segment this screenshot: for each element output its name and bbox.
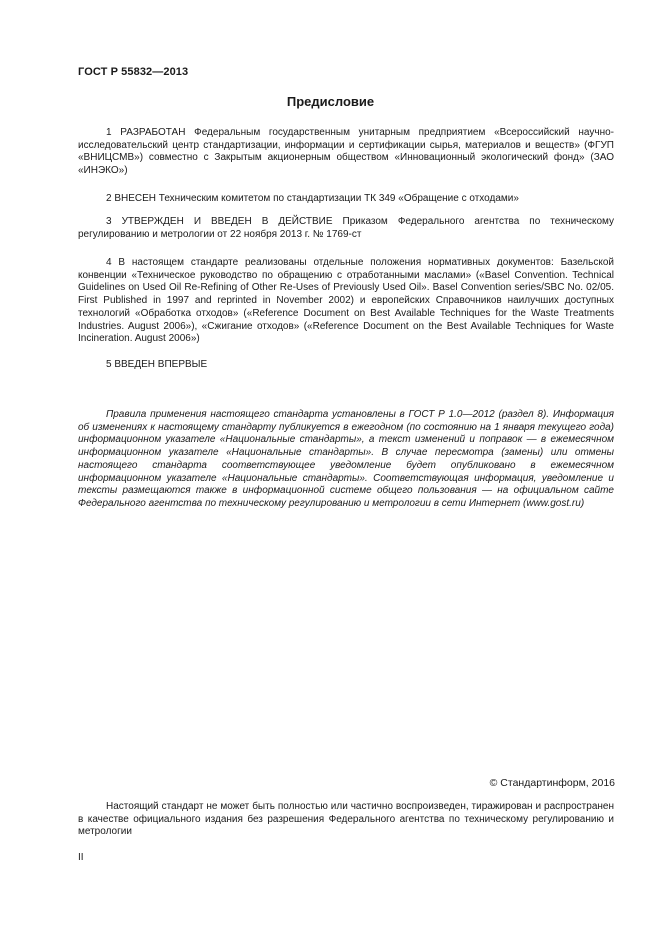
foreword-item-4: 4 В настоящем стандарте реализованы отдельные положения нормативных документов: Базельской конвенции «Техническое руководство по обращению с отработанными маслами» («Basel Convention. Technical Guidelines on Used Oil Re-Refining of Other Re-Uses of Previously Used Oil». Basel Convention series/SBC No. 02/05. First Published in 1997 and reprinted in November 2002) и европейских Справочников наилучших доступных технологий «Обработка отходов» («Reference Document on Best Available Techniques for the Waste Treatments Industries. August 2006»), «Сжигание отходов» («Reference Document on the Best Available Techniques for Waste Incineration. August 2006») — [78, 257, 614, 345]
standard-id-header: ГОСТ Р 55832—2013 — [78, 66, 189, 78]
copyright-line: © Стандартинформ, 2016 — [489, 777, 615, 789]
page-number: II — [78, 852, 84, 863]
reproduction-notice: Настоящий стандарт не может быть полностью или частично воспроизведен, тиражирован и распространен в качестве официального издания без разрешения Федерального агентства по техническому регулированию и метрологии — [78, 801, 614, 838]
application-rules-note: Правила применения настоящего стандарта установлены в ГОСТ Р 1.0—2012 (раздел 8). Информация об изменениях к настоящему стандарту публикуется в ежегодном (по состоянию на 1 января текущего года) информационном указателе «Национальные стандарты», а текст изменений и поправок — в ежемесячном информационном указателе «Национальные стандарты». В случае пересмотра (замены) или отмены настоящего стандарта соответствующее уведомление будет опубликовано в ежемесячном информационном указателе «Национальные стандарты». Соответствующая информация, уведомление и тексты размещаются также в информационной системе общего пользования — на официальном сайте Федерального агентства по техническому регулированию и метрологии в сети Интернет (www.gost.ru) — [78, 409, 614, 509]
foreword-item-5: 5 ВВЕДЕН ВПЕРВЫЕ — [106, 359, 208, 370]
foreword-item-3: 3 УТВЕРЖДЕН И ВВЕДЕН В ДЕЙСТВИЕ Приказом Федерального агентства по техническому регулированию и метрологии от 22 ноября 2013 г. № 1769-ст — [78, 216, 614, 240]
page-title: Предисловие — [286, 94, 375, 109]
foreword-item-2: 2 ВНЕСЕН Техническим комитетом по стандартизации ТК 349 «Обращение с отходами» — [106, 193, 519, 204]
foreword-item-1: 1 РАЗРАБОТАН Федеральным государственным унитарным предприятием «Всероссийский научно-исследовательский центр стандартизации, информации и сертификации сырья, материалов и веществ» (ФГУП «ВНИЦСМВ») совместно с Закрытым акционерным обществом «Инновационный экологический фонд» (ЗАО «ИНЭКО») — [78, 127, 614, 177]
